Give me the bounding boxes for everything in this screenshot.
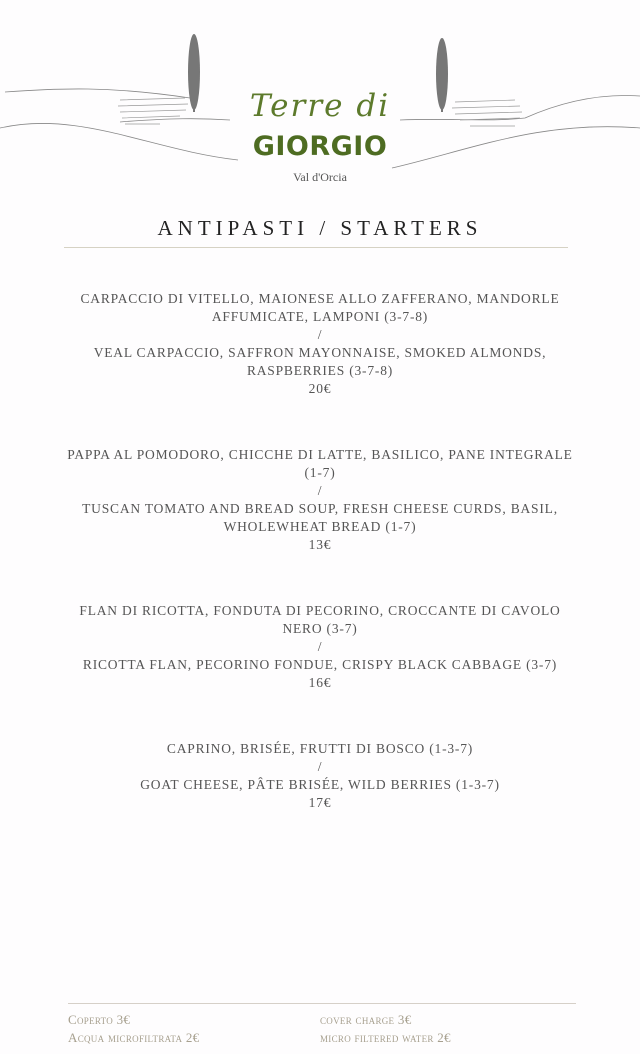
logo-brand: GIORGIO bbox=[252, 131, 388, 162]
divider bbox=[64, 247, 568, 248]
item-separator: / bbox=[317, 639, 323, 654]
item-english: TUSCAN TOMATO AND BREAD SOUP, FRESH CHEESE CURDS, BASIL, WHOLEWHEAT BREAD (1-7) bbox=[82, 501, 558, 534]
menu-item bbox=[60, 740, 580, 812]
menu-item bbox=[60, 602, 580, 692]
item-english: GOAT CHEESE, PÂTE BRISÉE, WILD BERRIES (1-3-7) bbox=[140, 777, 500, 792]
menu-item bbox=[60, 446, 580, 554]
cover-charge-it: Coperto 3€ bbox=[68, 1012, 131, 1027]
item-price: 16€ bbox=[308, 675, 332, 690]
logo-subtitle: Val d'Orcia bbox=[293, 170, 347, 184]
menu-items bbox=[60, 290, 580, 860]
item-italian: CAPRINO, BRISÉE, FRUTTI DI BOSCO (1-3-7) bbox=[166, 741, 474, 756]
item-italian: CARPACCIO DI VITELLO, MAIONESE ALLO ZAFFERANO, MANDORLE AFFUMICATE, LAMPONI (3-7-8) bbox=[80, 291, 560, 324]
footer-english bbox=[320, 1011, 451, 1047]
item-separator: / bbox=[317, 327, 323, 342]
item-price: 17€ bbox=[308, 795, 332, 810]
item-italian: FLAN DI RICOTTA, FONDUTA DI PECORINO, CROCCANTE DI CAVOLO NERO (3-7) bbox=[79, 603, 561, 636]
item-english: RICOTTA FLAN, PECORINO FONDUE, CRISPY BLACK CABBAGE (3-7) bbox=[82, 657, 558, 672]
item-separator: / bbox=[317, 483, 323, 498]
water-en: micro filtered water 2€ bbox=[320, 1030, 451, 1045]
logo-script: Terre di bbox=[249, 88, 391, 124]
footer-divider bbox=[68, 1003, 576, 1004]
item-price: 13€ bbox=[308, 537, 332, 552]
menu-item bbox=[60, 290, 580, 398]
section-title: ANTIPASTI / STARTERS bbox=[157, 216, 483, 240]
cover-charge-en: cover charge 3€ bbox=[320, 1012, 412, 1027]
footer-italian bbox=[68, 1011, 199, 1047]
item-english: VEAL CARPACCIO, SAFFRON MAYONNAISE, SMOKED ALMONDS, RASPBERRIES (3-7-8) bbox=[93, 345, 547, 378]
item-italian: PAPPA AL POMODORO, CHICCHE DI LATTE, BASILICO, PANE INTEGRALE (1-7) bbox=[67, 447, 573, 480]
water-it: Acqua microfiltrata 2€ bbox=[68, 1030, 200, 1045]
item-separator: / bbox=[317, 759, 323, 774]
item-price: 20€ bbox=[308, 381, 332, 396]
